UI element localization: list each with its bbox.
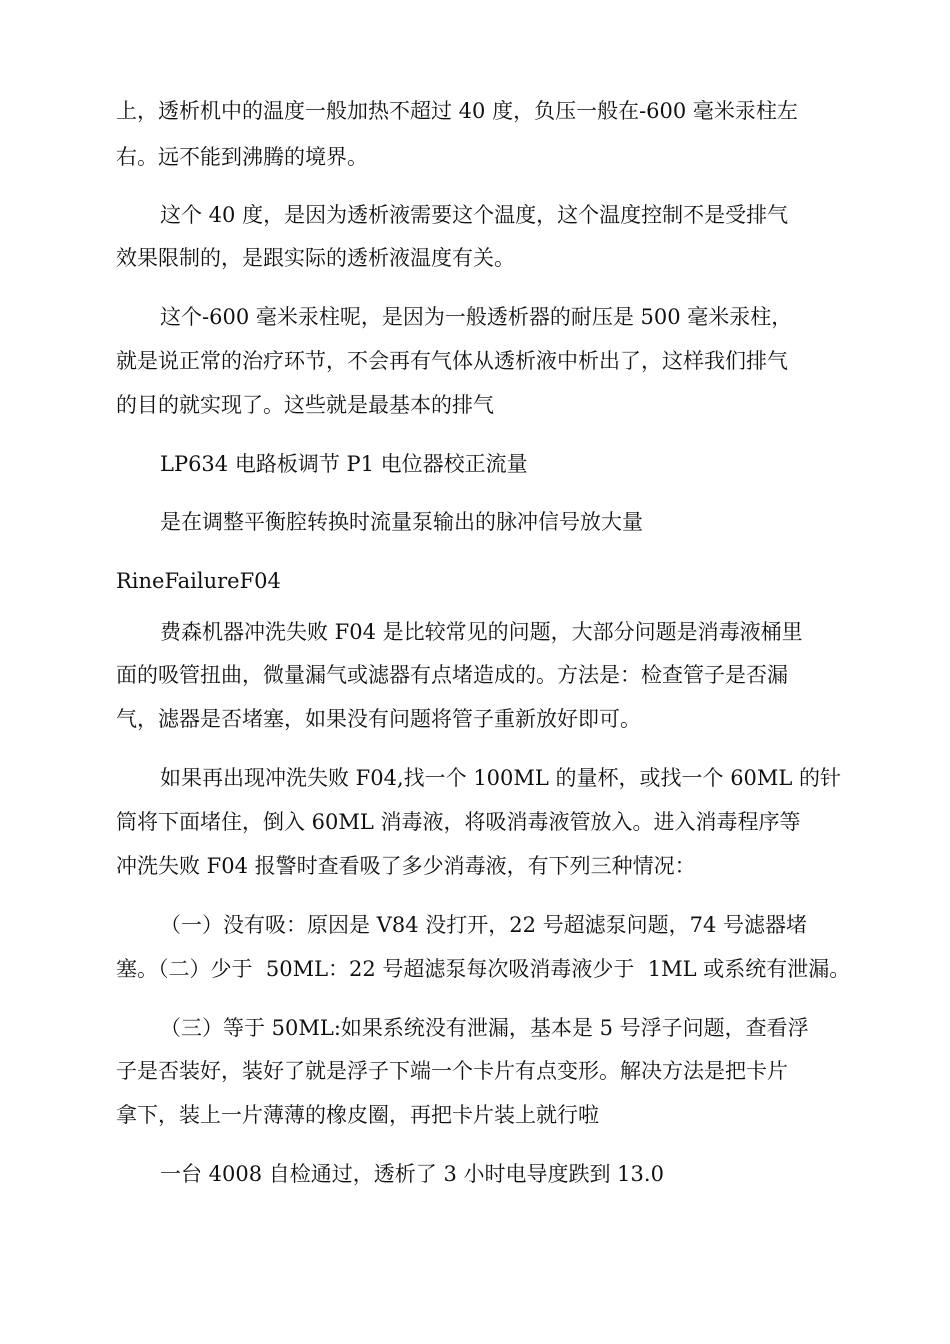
text-line: 一台 4008 自检通过，透析了 3 小时电导度跌到 13.0 [160, 1162, 664, 1186]
text-line: 面的吸管扭曲，微量漏气或滤器有点堵造成的。方法是：检查管子是否漏 [116, 663, 788, 687]
text-line: （三）等于 50ML:如果系统没有泄漏，基本是 5 号浮子问题，查看浮 [160, 1016, 809, 1040]
text-line: 子是否装好，装好了就是浮子下端一个卡片有点变形。解决方法是把卡片 [116, 1059, 788, 1083]
text-line: 的目的就实现了。这些就是最基本的排气 [116, 393, 494, 417]
text-line: 气，滤器是否堵塞，如果没有问题将管子重新放好即可。 [116, 707, 641, 731]
text-line: 拿下，装上一片薄薄的橡皮圈，再把卡片装上就行啦 [116, 1103, 599, 1127]
text-line: LP634 电路板调节 P1 电位器校正流量 [160, 452, 528, 476]
text-line: 塞。（二）少于 50ML：22 号超滤泵每次吸消毒液少于 1ML 或系统有泄漏。 [116, 957, 851, 981]
text-line: 冲洗失败 F04 报警时查看吸了多少消毒液，有下列三种情况： [116, 854, 696, 878]
text-line: 这个 40 度，是因为透析液需要这个温度，这个温度控制不是受排气 [160, 203, 789, 227]
text-line: 效果限制的，是跟实际的透析液温度有关。 [116, 246, 515, 270]
text-line: 就是说正常的治疗环节，不会再有气体从透析液中析出了，这样我们排气 [116, 349, 788, 373]
text-line: （一）没有吸：原因是 V84 没打开，22 号超滤泵问题，74 号滤器堵 [160, 913, 808, 937]
text-line: 筒将下面堵住，倒入 60ML 消毒液，将吸消毒液管放入。进入消毒程序等 [116, 810, 801, 834]
text-line: 费森机器冲洗失败 F04 是比较常见的问题，大部分问题是消毒液桶里 [160, 620, 803, 644]
text-line: 上，透析机中的温度一般加热不超过 40 度，负压一般在-600 毫米汞柱左 [116, 99, 798, 123]
text-line: 这个-600 毫米汞柱呢，是因为一般透析器的耐压是 500 毫米汞柱， [160, 305, 793, 329]
text-line: RineFailureF04 [116, 569, 281, 593]
text-line: 右。远不能到沸腾的境界。 [116, 145, 368, 169]
text-line: 是在调整平衡腔转换时流量泵输出的脉冲信号放大量 [160, 510, 643, 534]
text-line: 如果再出现冲洗失败 F04,找一个 100ML 的量杯，或找一个 60ML 的针 [160, 766, 842, 790]
